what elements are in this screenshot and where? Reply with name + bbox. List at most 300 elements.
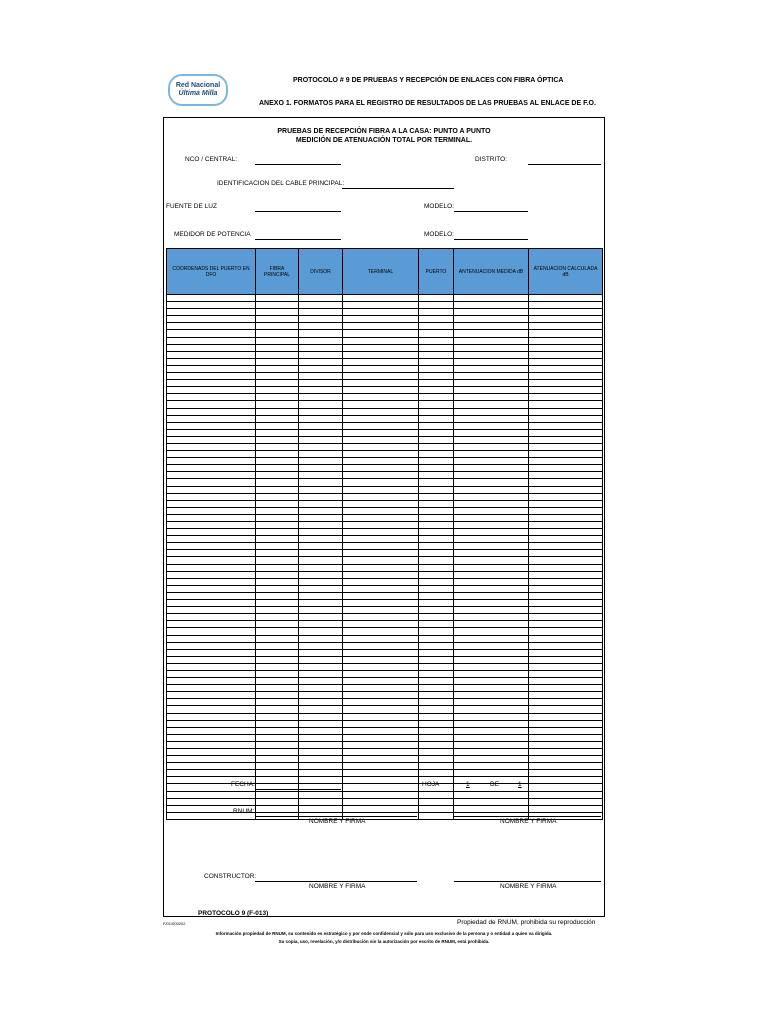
table-cell[interactable] bbox=[454, 564, 529, 571]
table-cell[interactable] bbox=[454, 323, 529, 330]
table-cell[interactable] bbox=[343, 749, 419, 756]
table-cell[interactable] bbox=[454, 316, 529, 323]
table-cell[interactable] bbox=[299, 685, 343, 692]
table-cell[interactable] bbox=[343, 522, 419, 529]
table-cell[interactable] bbox=[419, 507, 454, 514]
table-cell[interactable] bbox=[343, 436, 419, 443]
table-cell[interactable] bbox=[256, 614, 299, 621]
table-cell[interactable] bbox=[454, 429, 529, 436]
table-cell[interactable] bbox=[167, 578, 256, 585]
table-cell[interactable] bbox=[454, 351, 529, 358]
table-cell[interactable] bbox=[299, 734, 343, 741]
table-cell[interactable] bbox=[529, 663, 603, 670]
table-cell[interactable] bbox=[343, 706, 419, 713]
table-cell[interactable] bbox=[256, 380, 299, 387]
table-cell[interactable] bbox=[529, 394, 603, 401]
table-cell[interactable] bbox=[256, 351, 299, 358]
table-cell[interactable] bbox=[454, 713, 529, 720]
table-cell[interactable] bbox=[529, 571, 603, 578]
table-cell[interactable] bbox=[454, 408, 529, 415]
table-cell[interactable] bbox=[454, 706, 529, 713]
table-cell[interactable] bbox=[167, 585, 256, 592]
table-cell[interactable] bbox=[419, 472, 454, 479]
table-cell[interactable] bbox=[454, 436, 529, 443]
table-cell[interactable] bbox=[529, 436, 603, 443]
table-cell[interactable] bbox=[454, 422, 529, 429]
table-cell[interactable] bbox=[167, 770, 256, 777]
table-cell[interactable] bbox=[167, 557, 256, 564]
table-cell[interactable] bbox=[256, 557, 299, 564]
table-cell[interactable] bbox=[167, 373, 256, 380]
table-cell[interactable] bbox=[343, 323, 419, 330]
table-cell[interactable] bbox=[299, 479, 343, 486]
table-cell[interactable] bbox=[454, 600, 529, 607]
table-cell[interactable] bbox=[419, 465, 454, 472]
table-cell[interactable] bbox=[343, 415, 419, 422]
table-cell[interactable] bbox=[529, 557, 603, 564]
table-cell[interactable] bbox=[419, 656, 454, 663]
table-cell[interactable] bbox=[343, 458, 419, 465]
table-cell[interactable] bbox=[454, 443, 529, 450]
fecha-field[interactable] bbox=[255, 789, 341, 790]
table-cell[interactable] bbox=[419, 401, 454, 408]
table-cell[interactable] bbox=[529, 770, 603, 777]
table-cell[interactable] bbox=[454, 529, 529, 536]
table-cell[interactable] bbox=[419, 805, 454, 812]
table-cell[interactable] bbox=[343, 635, 419, 642]
table-cell[interactable] bbox=[454, 749, 529, 756]
table-cell[interactable] bbox=[454, 500, 529, 507]
table-cell[interactable] bbox=[419, 649, 454, 656]
table-cell[interactable] bbox=[167, 607, 256, 614]
table-cell[interactable] bbox=[529, 578, 603, 585]
rnum-signature-line-2[interactable] bbox=[454, 816, 601, 817]
table-cell[interactable] bbox=[454, 727, 529, 734]
cable-id-field[interactable] bbox=[342, 188, 454, 189]
table-cell[interactable] bbox=[419, 387, 454, 394]
table-cell[interactable] bbox=[167, 387, 256, 394]
table-cell[interactable] bbox=[256, 514, 299, 521]
table-cell[interactable] bbox=[256, 734, 299, 741]
table-cell[interactable] bbox=[256, 777, 299, 784]
table-cell[interactable] bbox=[419, 443, 454, 450]
table-cell[interactable] bbox=[529, 458, 603, 465]
table-cell[interactable] bbox=[167, 635, 256, 642]
table-cell[interactable] bbox=[299, 557, 343, 564]
table-cell[interactable] bbox=[529, 479, 603, 486]
table-cell[interactable] bbox=[454, 330, 529, 337]
table-cell[interactable] bbox=[419, 756, 454, 763]
table-cell[interactable] bbox=[454, 365, 529, 372]
table-cell[interactable] bbox=[343, 699, 419, 706]
table-cell[interactable] bbox=[256, 323, 299, 330]
table-cell[interactable] bbox=[454, 585, 529, 592]
table-cell[interactable] bbox=[343, 642, 419, 649]
table-cell[interactable] bbox=[454, 401, 529, 408]
table-cell[interactable] bbox=[343, 394, 419, 401]
table-cell[interactable] bbox=[454, 536, 529, 543]
table-cell[interactable] bbox=[454, 670, 529, 677]
table-cell[interactable] bbox=[343, 472, 419, 479]
table-cell[interactable] bbox=[256, 373, 299, 380]
table-cell[interactable] bbox=[299, 415, 343, 422]
table-cell[interactable] bbox=[167, 727, 256, 734]
table-cell[interactable] bbox=[299, 429, 343, 436]
table-cell[interactable] bbox=[454, 734, 529, 741]
table-cell[interactable] bbox=[529, 741, 603, 748]
table-cell[interactable] bbox=[529, 344, 603, 351]
table-cell[interactable] bbox=[454, 685, 529, 692]
table-cell[interactable] bbox=[419, 678, 454, 685]
table-cell[interactable] bbox=[299, 805, 343, 812]
table-cell[interactable] bbox=[343, 770, 419, 777]
table-cell[interactable] bbox=[167, 337, 256, 344]
table-cell[interactable] bbox=[343, 713, 419, 720]
table-cell[interactable] bbox=[299, 741, 343, 748]
table-cell[interactable] bbox=[167, 351, 256, 358]
table-cell[interactable] bbox=[343, 607, 419, 614]
table-cell[interactable] bbox=[454, 522, 529, 529]
table-cell[interactable] bbox=[529, 536, 603, 543]
table-cell[interactable] bbox=[299, 564, 343, 571]
table-cell[interactable] bbox=[419, 451, 454, 458]
table-cell[interactable] bbox=[167, 316, 256, 323]
table-cell[interactable] bbox=[529, 734, 603, 741]
table-cell[interactable] bbox=[529, 628, 603, 635]
table-cell[interactable] bbox=[419, 670, 454, 677]
table-cell[interactable] bbox=[529, 784, 603, 791]
table-cell[interactable] bbox=[529, 401, 603, 408]
table-cell[interactable] bbox=[256, 749, 299, 756]
table-cell[interactable] bbox=[299, 358, 343, 365]
table-cell[interactable] bbox=[299, 337, 343, 344]
table-cell[interactable] bbox=[454, 387, 529, 394]
table-cell[interactable] bbox=[167, 514, 256, 521]
table-cell[interactable] bbox=[529, 706, 603, 713]
table-cell[interactable] bbox=[343, 365, 419, 372]
table-cell[interactable] bbox=[256, 436, 299, 443]
table-cell[interactable] bbox=[529, 500, 603, 507]
table-cell[interactable] bbox=[256, 642, 299, 649]
table-cell[interactable] bbox=[343, 373, 419, 380]
table-cell[interactable] bbox=[529, 692, 603, 699]
table-cell[interactable] bbox=[454, 798, 529, 805]
table-cell[interactable] bbox=[454, 543, 529, 550]
table-cell[interactable] bbox=[167, 628, 256, 635]
table-cell[interactable] bbox=[167, 451, 256, 458]
table-cell[interactable] bbox=[299, 316, 343, 323]
table-cell[interactable] bbox=[299, 770, 343, 777]
table-cell[interactable] bbox=[419, 330, 454, 337]
table-cell[interactable] bbox=[256, 706, 299, 713]
table-cell[interactable] bbox=[256, 720, 299, 727]
table-cell[interactable] bbox=[167, 791, 256, 798]
table-cell[interactable] bbox=[454, 621, 529, 628]
table-cell[interactable] bbox=[454, 479, 529, 486]
table-cell[interactable] bbox=[343, 302, 419, 309]
table-cell[interactable] bbox=[299, 663, 343, 670]
table-cell[interactable] bbox=[167, 741, 256, 748]
table-cell[interactable] bbox=[299, 472, 343, 479]
table-cell[interactable] bbox=[256, 692, 299, 699]
table-cell[interactable] bbox=[167, 422, 256, 429]
table-cell[interactable] bbox=[167, 678, 256, 685]
table-cell[interactable] bbox=[343, 451, 419, 458]
table-cell[interactable] bbox=[419, 522, 454, 529]
table-cell[interactable] bbox=[454, 607, 529, 614]
table-cell[interactable] bbox=[529, 600, 603, 607]
table-cell[interactable] bbox=[256, 486, 299, 493]
modelo-field[interactable] bbox=[454, 211, 528, 212]
table-cell[interactable] bbox=[343, 614, 419, 621]
rnum-signature-line-1[interactable] bbox=[255, 816, 417, 817]
table-cell[interactable] bbox=[299, 295, 343, 302]
table-cell[interactable] bbox=[299, 592, 343, 599]
table-cell[interactable] bbox=[454, 614, 529, 621]
table-cell[interactable] bbox=[454, 663, 529, 670]
table-cell[interactable] bbox=[256, 309, 299, 316]
table-cell[interactable] bbox=[256, 387, 299, 394]
table-cell[interactable] bbox=[454, 380, 529, 387]
constructor-signature-line-1[interactable] bbox=[255, 881, 417, 882]
table-cell[interactable] bbox=[167, 685, 256, 692]
table-cell[interactable] bbox=[299, 486, 343, 493]
table-cell[interactable] bbox=[167, 592, 256, 599]
table-cell[interactable] bbox=[167, 465, 256, 472]
table-cell[interactable] bbox=[529, 585, 603, 592]
table-cell[interactable] bbox=[529, 309, 603, 316]
table-cell[interactable] bbox=[167, 330, 256, 337]
table-cell[interactable] bbox=[529, 408, 603, 415]
table-cell[interactable] bbox=[256, 550, 299, 557]
table-cell[interactable] bbox=[299, 465, 343, 472]
table-cell[interactable] bbox=[299, 756, 343, 763]
table-cell[interactable] bbox=[299, 543, 343, 550]
table-cell[interactable] bbox=[454, 550, 529, 557]
table-cell[interactable] bbox=[299, 727, 343, 734]
table-cell[interactable] bbox=[256, 628, 299, 635]
table-cell[interactable] bbox=[419, 699, 454, 706]
table-cell[interactable] bbox=[299, 330, 343, 337]
table-cell[interactable] bbox=[167, 323, 256, 330]
table-cell[interactable] bbox=[299, 791, 343, 798]
table-cell[interactable] bbox=[343, 628, 419, 635]
table-cell[interactable] bbox=[167, 500, 256, 507]
table-cell[interactable] bbox=[529, 685, 603, 692]
table-cell[interactable] bbox=[419, 685, 454, 692]
table-cell[interactable] bbox=[529, 429, 603, 436]
table-cell[interactable] bbox=[529, 649, 603, 656]
table-cell[interactable] bbox=[256, 358, 299, 365]
table-cell[interactable] bbox=[419, 408, 454, 415]
table-cell[interactable] bbox=[419, 621, 454, 628]
table-cell[interactable] bbox=[454, 692, 529, 699]
table-cell[interactable] bbox=[419, 706, 454, 713]
table-cell[interactable] bbox=[299, 458, 343, 465]
table-cell[interactable] bbox=[454, 458, 529, 465]
table-cell[interactable] bbox=[299, 706, 343, 713]
table-cell[interactable] bbox=[419, 373, 454, 380]
table-cell[interactable] bbox=[299, 387, 343, 394]
table-cell[interactable] bbox=[343, 578, 419, 585]
table-cell[interactable] bbox=[419, 365, 454, 372]
table-cell[interactable] bbox=[454, 309, 529, 316]
table-cell[interactable] bbox=[419, 514, 454, 521]
table-cell[interactable] bbox=[167, 302, 256, 309]
table-cell[interactable] bbox=[256, 443, 299, 450]
table-cell[interactable] bbox=[256, 401, 299, 408]
table-cell[interactable] bbox=[343, 564, 419, 571]
table-cell[interactable] bbox=[256, 330, 299, 337]
table-cell[interactable] bbox=[529, 373, 603, 380]
table-cell[interactable] bbox=[454, 642, 529, 649]
table-cell[interactable] bbox=[343, 685, 419, 692]
table-cell[interactable] bbox=[343, 720, 419, 727]
table-cell[interactable] bbox=[167, 472, 256, 479]
table-cell[interactable] bbox=[343, 727, 419, 734]
table-cell[interactable] bbox=[419, 734, 454, 741]
table-cell[interactable] bbox=[256, 408, 299, 415]
table-cell[interactable] bbox=[529, 422, 603, 429]
table-cell[interactable] bbox=[529, 550, 603, 557]
table-cell[interactable] bbox=[167, 536, 256, 543]
table-cell[interactable] bbox=[256, 493, 299, 500]
table-cell[interactable] bbox=[419, 493, 454, 500]
table-cell[interactable] bbox=[299, 309, 343, 316]
table-cell[interactable] bbox=[343, 486, 419, 493]
table-cell[interactable] bbox=[529, 316, 603, 323]
table-cell[interactable] bbox=[454, 805, 529, 812]
table-cell[interactable] bbox=[419, 429, 454, 436]
table-cell[interactable] bbox=[256, 344, 299, 351]
table-cell[interactable] bbox=[419, 557, 454, 564]
table-cell[interactable] bbox=[299, 536, 343, 543]
table-cell[interactable] bbox=[529, 543, 603, 550]
table-cell[interactable] bbox=[419, 791, 454, 798]
table-cell[interactable] bbox=[299, 351, 343, 358]
table-cell[interactable] bbox=[299, 600, 343, 607]
table-cell[interactable] bbox=[454, 451, 529, 458]
table-cell[interactable] bbox=[343, 678, 419, 685]
table-cell[interactable] bbox=[299, 323, 343, 330]
table-cell[interactable] bbox=[343, 592, 419, 599]
table-cell[interactable] bbox=[529, 514, 603, 521]
table-cell[interactable] bbox=[454, 358, 529, 365]
table-cell[interactable] bbox=[419, 812, 454, 819]
table-cell[interactable] bbox=[343, 791, 419, 798]
table-cell[interactable] bbox=[343, 380, 419, 387]
table-cell[interactable] bbox=[454, 295, 529, 302]
table-cell[interactable] bbox=[256, 529, 299, 536]
table-cell[interactable] bbox=[419, 344, 454, 351]
table-cell[interactable] bbox=[256, 458, 299, 465]
table-cell[interactable] bbox=[343, 756, 419, 763]
table-cell[interactable] bbox=[299, 621, 343, 628]
table-cell[interactable] bbox=[454, 337, 529, 344]
table-cell[interactable] bbox=[256, 585, 299, 592]
table-cell[interactable] bbox=[529, 302, 603, 309]
table-cell[interactable] bbox=[343, 649, 419, 656]
table-cell[interactable] bbox=[419, 486, 454, 493]
table-cell[interactable] bbox=[256, 621, 299, 628]
table-cell[interactable] bbox=[419, 479, 454, 486]
table-cell[interactable] bbox=[299, 763, 343, 770]
table-cell[interactable] bbox=[299, 798, 343, 805]
table-cell[interactable] bbox=[343, 422, 419, 429]
table-cell[interactable] bbox=[299, 373, 343, 380]
table-cell[interactable] bbox=[529, 727, 603, 734]
table-cell[interactable] bbox=[167, 564, 256, 571]
table-cell[interactable] bbox=[256, 522, 299, 529]
table-cell[interactable] bbox=[343, 777, 419, 784]
table-cell[interactable] bbox=[167, 493, 256, 500]
table-cell[interactable] bbox=[343, 557, 419, 564]
table-cell[interactable] bbox=[529, 720, 603, 727]
table-cell[interactable] bbox=[419, 422, 454, 429]
table-cell[interactable] bbox=[256, 543, 299, 550]
table-cell[interactable] bbox=[454, 472, 529, 479]
table-cell[interactable] bbox=[256, 465, 299, 472]
table-cell[interactable] bbox=[454, 720, 529, 727]
table-cell[interactable] bbox=[419, 770, 454, 777]
table-cell[interactable] bbox=[167, 600, 256, 607]
table-cell[interactable] bbox=[419, 607, 454, 614]
table-cell[interactable] bbox=[256, 763, 299, 770]
table-cell[interactable] bbox=[419, 571, 454, 578]
table-cell[interactable] bbox=[419, 600, 454, 607]
table-cell[interactable] bbox=[529, 670, 603, 677]
table-cell[interactable] bbox=[343, 344, 419, 351]
table-cell[interactable] bbox=[167, 692, 256, 699]
table-cell[interactable] bbox=[454, 394, 529, 401]
table-cell[interactable] bbox=[256, 302, 299, 309]
table-cell[interactable] bbox=[419, 564, 454, 571]
table-cell[interactable] bbox=[419, 500, 454, 507]
table-cell[interactable] bbox=[529, 749, 603, 756]
table-cell[interactable] bbox=[343, 337, 419, 344]
table-cell[interactable] bbox=[299, 302, 343, 309]
table-cell[interactable] bbox=[256, 415, 299, 422]
table-cell[interactable] bbox=[299, 713, 343, 720]
table-cell[interactable] bbox=[256, 756, 299, 763]
table-cell[interactable] bbox=[167, 550, 256, 557]
table-cell[interactable] bbox=[454, 628, 529, 635]
table-cell[interactable] bbox=[419, 614, 454, 621]
table-cell[interactable] bbox=[529, 529, 603, 536]
table-cell[interactable] bbox=[419, 543, 454, 550]
table-cell[interactable] bbox=[529, 486, 603, 493]
table-cell[interactable] bbox=[343, 585, 419, 592]
table-cell[interactable] bbox=[167, 358, 256, 365]
table-cell[interactable] bbox=[529, 451, 603, 458]
table-cell[interactable] bbox=[454, 507, 529, 514]
table-cell[interactable] bbox=[419, 302, 454, 309]
table-cell[interactable] bbox=[529, 642, 603, 649]
table-cell[interactable] bbox=[343, 798, 419, 805]
table-cell[interactable] bbox=[454, 493, 529, 500]
table-cell[interactable] bbox=[419, 642, 454, 649]
table-cell[interactable] bbox=[529, 415, 603, 422]
distrito-field[interactable] bbox=[528, 164, 601, 165]
table-cell[interactable] bbox=[343, 529, 419, 536]
table-cell[interactable] bbox=[454, 373, 529, 380]
table-cell[interactable] bbox=[167, 436, 256, 443]
table-cell[interactable] bbox=[529, 323, 603, 330]
table-cell[interactable] bbox=[256, 656, 299, 663]
table-cell[interactable] bbox=[299, 443, 343, 450]
table-cell[interactable] bbox=[299, 670, 343, 677]
table-cell[interactable] bbox=[529, 678, 603, 685]
